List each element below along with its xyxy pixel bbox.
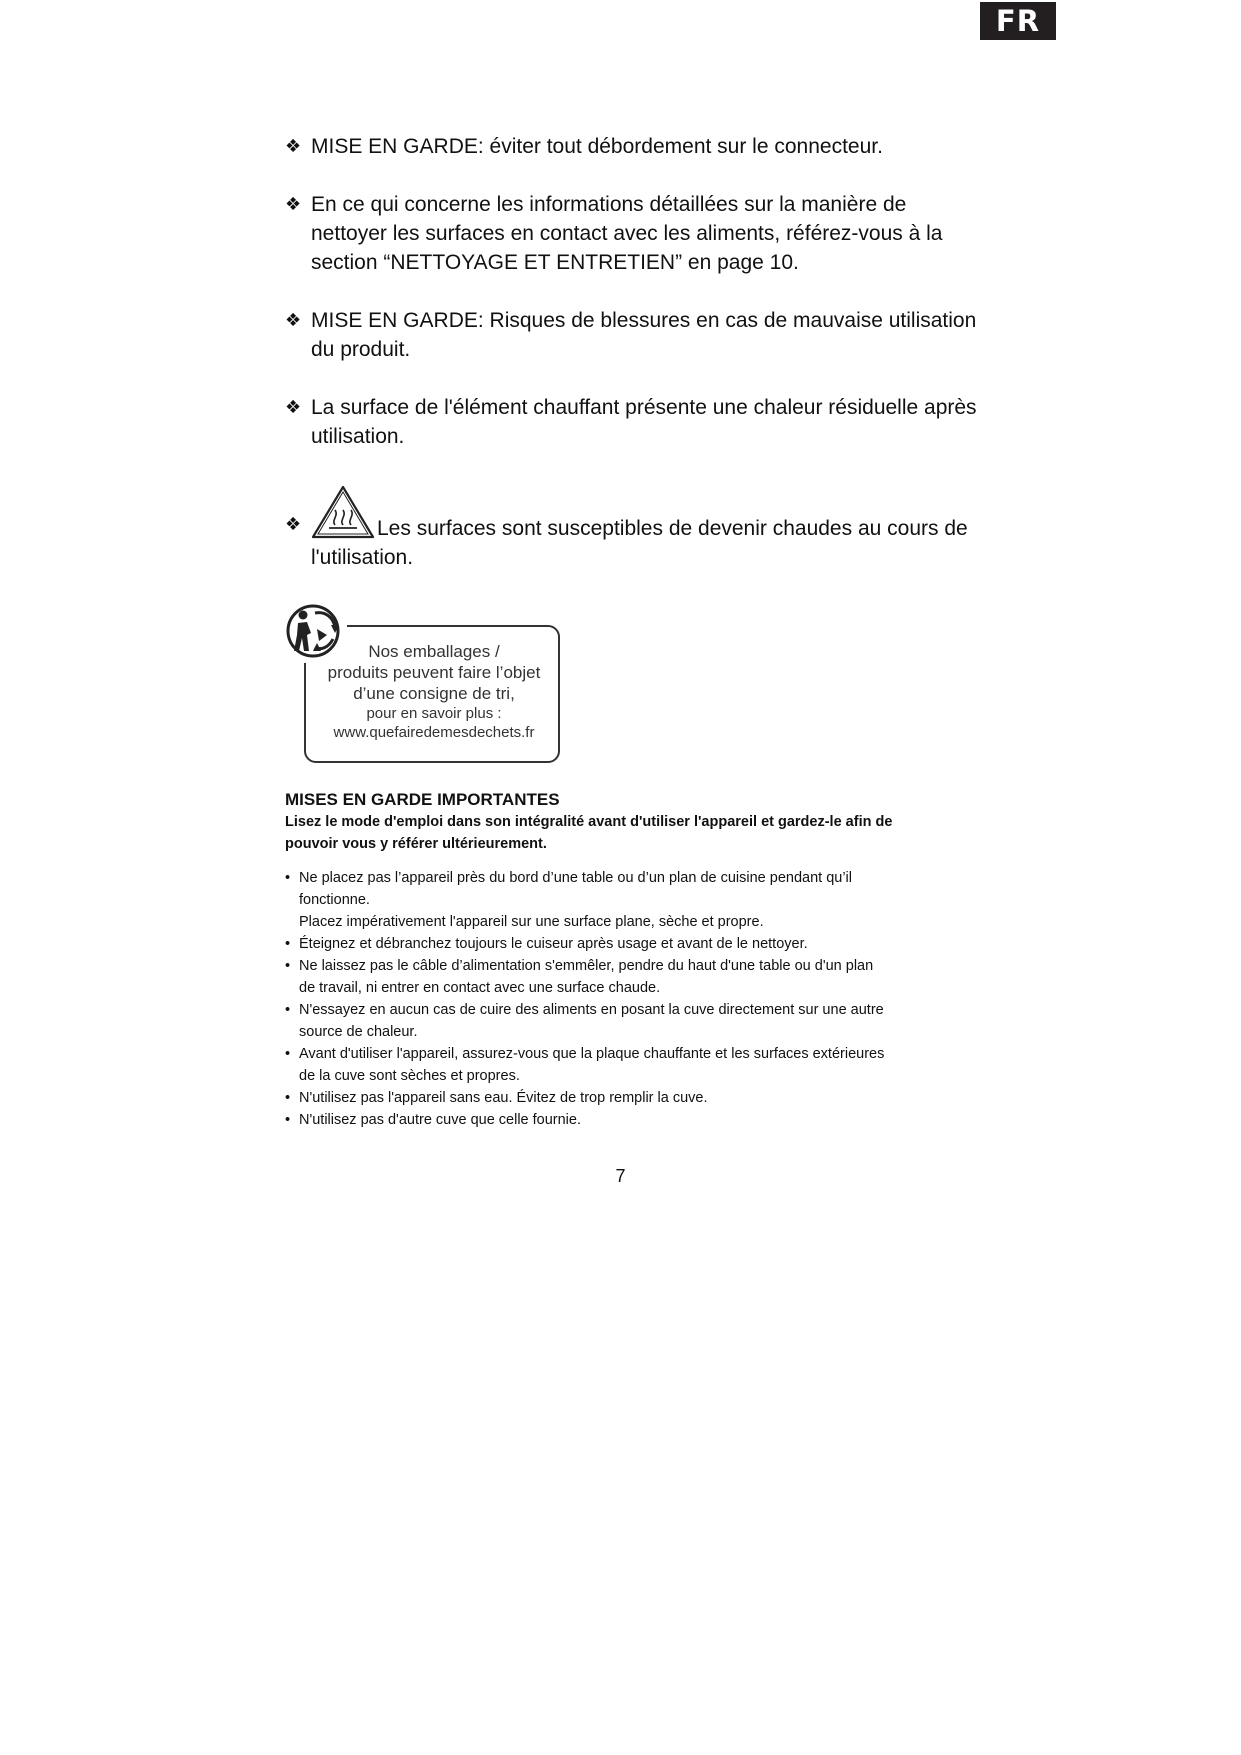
warning-text: MISE EN GARDE: Risques de blessures en cas de mauvaise utilisation du produit. bbox=[311, 309, 977, 361]
recycling-line: Nos emballages / bbox=[368, 642, 500, 661]
recycling-line: pour en savoir plus : bbox=[366, 705, 502, 722]
bullet-icon: • bbox=[285, 958, 291, 974]
recycling-url: www.quefairedemesdechets.fr bbox=[333, 724, 535, 741]
bullet-icon: • bbox=[285, 1002, 291, 1018]
list-item-line: N'utilisez pas d'autre cuve que celle fournie. bbox=[299, 1112, 581, 1128]
bullet-icon: • bbox=[285, 1046, 291, 1062]
list-item bbox=[285, 867, 985, 933]
warning-text: En ce qui concerne les informations détaillées sur la manière de nettoyer les surfaces en contact avec les aliments, référez-vous à la section “NETTOYAGE ET ENTRETIEN” en page 10. bbox=[311, 193, 943, 274]
diamond-bullet-icon: ❖ bbox=[285, 514, 302, 534]
list-item bbox=[285, 933, 985, 955]
section-title: MISES EN GARDE IMPORTANTES bbox=[285, 790, 560, 809]
list-item-line: de travail, ni entrer en contact avec une surface chaude. bbox=[299, 980, 661, 996]
warning-item-hot-surface bbox=[285, 485, 985, 572]
list-item-line: N'utilisez pas l'appareil sans eau. Évitez de trop remplir la cuve. bbox=[299, 1090, 708, 1106]
list-item-line: Avant d'utiliser l'appareil, assurez-vous que la plaque chauffante et les surfaces extérieures bbox=[299, 1046, 885, 1062]
language-badge: FR bbox=[980, 2, 1056, 40]
bullet-icon: • bbox=[285, 1112, 291, 1128]
bullet-icon: • bbox=[285, 936, 291, 952]
warning-item bbox=[285, 190, 985, 277]
list-item-line: source de chaleur. bbox=[299, 1024, 418, 1040]
list-item-line: Placez impérativement l'appareil sur une surface plane, sèche et propre. bbox=[299, 914, 764, 930]
triman-recycling-icon bbox=[285, 601, 347, 663]
important-warnings-section bbox=[285, 789, 985, 1131]
list-item-line: N'essayez en aucun cas de cuire des aliments en posant la cuve directement sur une autre bbox=[299, 1002, 884, 1018]
diamond-bullet-icon: ❖ bbox=[285, 136, 302, 156]
intro-line: Lisez le mode d'emploi dans son intégralité avant d'utiliser l'appareil et gardez-le afin de bbox=[285, 814, 893, 830]
diamond-bullet-icon: ❖ bbox=[285, 397, 302, 417]
warning-item bbox=[285, 132, 985, 161]
bullet-icon: • bbox=[285, 1090, 291, 1106]
diamond-bullet-icon: ❖ bbox=[285, 194, 302, 214]
list-item-line: Éteignez et débranchez toujours le cuiseur après usage et avant de le nettoyer. bbox=[299, 936, 808, 952]
list-item bbox=[285, 1043, 985, 1087]
diamond-bullet-icon: ❖ bbox=[285, 310, 302, 330]
list-item-line: de la cuve sont sèches et propres. bbox=[299, 1068, 520, 1084]
warning-list bbox=[285, 867, 985, 1131]
list-item bbox=[285, 1087, 985, 1109]
bullet-icon: • bbox=[285, 870, 291, 886]
list-item bbox=[285, 1109, 985, 1131]
list-item-line: Ne placez pas l’appareil près du bord d’une table ou d’un plan de cuisine pendant qu’il bbox=[299, 870, 852, 886]
recycling-line: produits peuvent faire l’objet bbox=[327, 663, 541, 682]
warning-item bbox=[285, 393, 985, 451]
page-number: 7 bbox=[615, 1166, 626, 1186]
page-content bbox=[285, 132, 985, 1131]
hot-surface-warning-icon bbox=[311, 485, 375, 539]
warning-text: Les surfaces sont susceptibles de devenir chaudes au cours de l'utilisation. bbox=[311, 517, 968, 569]
recycling-info bbox=[285, 601, 575, 771]
warning-text: La surface de l'élément chauffant présente une chaleur résiduelle après utilisation. bbox=[311, 396, 977, 448]
list-item-line: fonctionne. bbox=[299, 892, 370, 908]
warning-item bbox=[285, 306, 985, 364]
list-item-line: Ne laissez pas le câble d’alimentation s'emmêler, pendre du haut d'une table ou d'un plan bbox=[299, 958, 874, 974]
list-item bbox=[285, 955, 985, 999]
warning-text: MISE EN GARDE: éviter tout débordement sur le connecteur. bbox=[311, 135, 883, 158]
list-item bbox=[285, 999, 985, 1043]
recycling-line: d’une consigne de tri, bbox=[353, 684, 515, 703]
intro-line: pouvoir vous y référer ultérieurement. bbox=[285, 836, 547, 852]
section-intro bbox=[285, 811, 985, 855]
